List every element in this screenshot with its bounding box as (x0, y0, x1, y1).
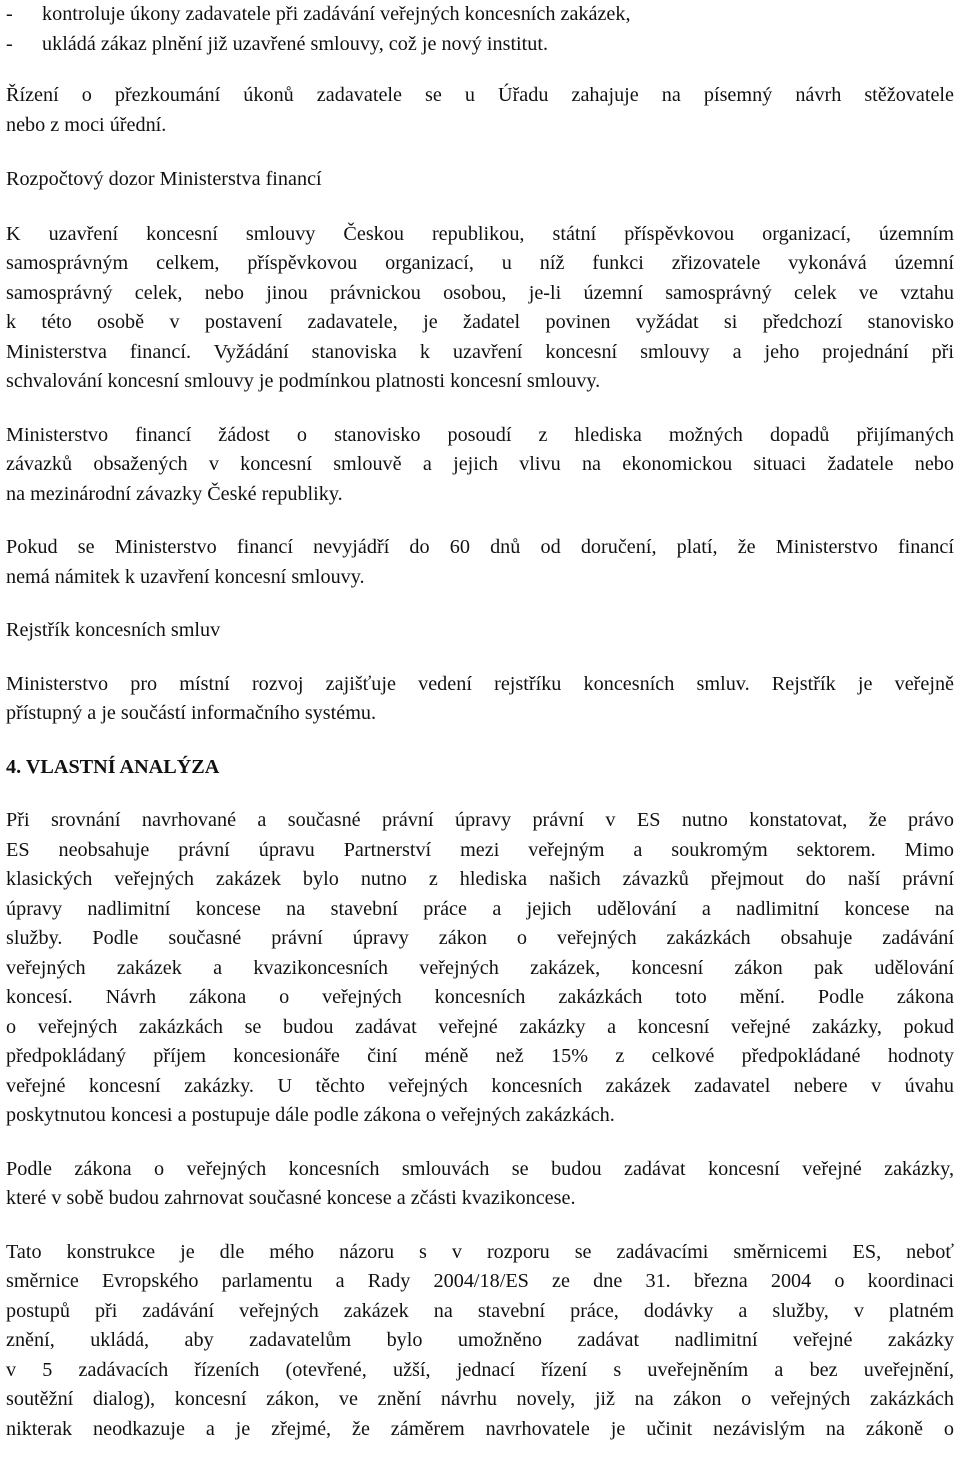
paragraph-line: v 5 zadávacích řízeních (otevřené, užší, jednací řízení s uveřejněním a bez uveřejnění, (6, 1358, 954, 1381)
paragraph-line: K uzavření koncesní smlouvy Českou republikou, státní příspěvkovou organizací, územním (6, 222, 954, 245)
paragraph-line: Ministerstvo financí žádost o stanovisko posoudí z hlediska možných dopadů přijímaných (6, 423, 954, 446)
bullet-text: kontroluje úkony zadavatele při zadávání veřejných koncesních zakázek, (42, 3, 631, 25)
list-item (6, 30, 954, 60)
bullet-dash: - (6, 32, 13, 55)
paragraph-line: nemá námitek k uzavření koncesní smlouvy. (6, 565, 365, 588)
paragraph-line: soutěžní dialog), koncesní zákon, ve znění návrhu novely, již na zákon o veřejných zakázkách (6, 1388, 954, 1410)
paragraph-line: samosprávným celkem, příspěvkovou organizací, u níž funkci zřizovatele vykonává územní (6, 252, 954, 274)
paragraph-line: služby. Podle současné právní úpravy zákon o veřejných zakázkách obsahuje zadávání (6, 927, 954, 949)
bullet-dash: - (6, 3, 13, 25)
paragraph-line: veřejných zakázek a kvazikoncesních veřejných zakázek, koncesní zákon pak udělování (6, 956, 954, 979)
paragraph-line: které v sobě budou zahrnovat současné koncese a zčásti kvazikoncese. (6, 1187, 576, 1209)
chapter-heading: 4. VLASTNÍ ANALÝZA (6, 755, 220, 778)
paragraph-line: znění, ukládá, aby zadavatelům bylo umožněno zadávat nadlimitní veřejné zakázky (6, 1329, 954, 1351)
paragraph-line: samosprávný celek, nebo jinou právnickou osobou, je-li územní samosprávný celek ve vztahu (6, 281, 954, 304)
bullet-text: ukládá zákaz plnění již uzavřené smlouvy, což je nový institut. (42, 32, 549, 55)
paragraph-line: k této osobě v postavení zadavatele, je žadatel povinen vyžádat si předchozí stanovisko (6, 311, 954, 333)
paragraph-construction (6, 1238, 954, 1445)
section-heading: Rozpočtový dozor Ministerstva financí (6, 168, 322, 190)
paragraph-line: závazků obsažených v koncesní smlouvě a jejich vlivu na ekonomickou situaci žadatele nebo (6, 453, 954, 475)
paragraph-deadline (6, 533, 954, 592)
section-heading: Rejstřík koncesních smluv (6, 619, 221, 641)
paragraph-line: schvalování koncesní smlouvy je podmínkou platnosti koncesní smlouvy. (6, 370, 601, 392)
paragraph-line: předpokládaný příjem koncesionáře činí méně než 15% z celkové předpokládané hodnoty (6, 1045, 954, 1067)
paragraph-line: přístupný a je součástí informačního systému. (6, 702, 377, 724)
paragraph-line: na mezinárodní závazky České republiky. (6, 482, 343, 505)
paragraph-line: Při srovnání navrhované a současné právní úpravy právní v ES nutno konstatovat, že právo (6, 809, 954, 831)
paragraph-line: nebo z moci úřední. (6, 113, 167, 136)
document-page (6, 0, 954, 1444)
paragraph-registry (6, 670, 954, 729)
paragraph-line: poskytnutou koncesi a postupuje dále podle zákona o veřejných zakázkách. (6, 1104, 615, 1126)
paragraph-line: Podle zákona o veřejných koncesních smlouvách se budou zadávat koncesní veřejné zakázky, (6, 1157, 954, 1180)
paragraph-line: Ministerstvo pro místní rozvoj zajišťuje vedení rejstříku koncesních smluv. Rejstřík je veřejně (6, 672, 954, 695)
paragraph-budget-supervision (6, 220, 954, 397)
paragraph-line: Ministerstva financí. Vyžádání stanoviska k uzavření koncesní smlouvy a jeho projednání při (6, 340, 954, 363)
paragraph-line: Pokud se Ministerstvo financí nevyjádří do 60 dnů od doručení, platí, že Ministerstvo financí (6, 536, 954, 558)
paragraph-ministry-assessment (6, 421, 954, 510)
paragraph-review-procedure (6, 81, 954, 140)
paragraph-analysis (6, 806, 954, 1131)
paragraph-line: ES neobsahuje právní úpravu Partnerství mezi veřejným a soukromým sektorem. Mimo (6, 838, 954, 861)
list-item (6, 0, 954, 30)
paragraph-line: Tato konstrukce je dle mého názoru s v rozporu se zadávacími směrnicemi ES, neboť (6, 1240, 954, 1263)
paragraph-line: koncesí. Návrh zákona o veřejných koncesních zakázkách toto mění. Podle zákona (6, 986, 954, 1008)
paragraph-line: nikterak neodkazuje a je zřejmé, že záměrem navrhovatele je učinit nezávislým na zákoně o (6, 1417, 954, 1440)
paragraph-line: směrnice Evropského parlamentu a Rady 2004/18/ES ze dne 31. března 2004 o koordinaci (6, 1270, 954, 1292)
paragraph-line: veřejné koncesní zakázky. U těchto veřejných koncesních zakázek zadavatel nebere v úvahu (6, 1074, 954, 1097)
paragraph-line: Řízení o přezkoumání úkonů zadavatele se u Úřadu zahajuje na písemný návrh stěžovatele (6, 84, 954, 106)
paragraph-line: o veřejných zakázkách se budou zadávat veřejné zakázky a koncesní veřejné zakázky, pokud (6, 1015, 954, 1038)
paragraph-line: postupů při zadávání veřejných zakázek na stavební práce, dodávky a služby, v platném (6, 1299, 954, 1322)
paragraph-line: klasických veřejných zakázek bylo nutno z hlediska našich závazků přejmout do naší právní (6, 868, 954, 890)
paragraph-concession-law (6, 1155, 954, 1214)
bullet-list (6, 0, 954, 59)
paragraph-line: úpravy nadlimitní koncese na stavební práce a jejich udělování a nadlimitní koncese na (6, 897, 954, 920)
